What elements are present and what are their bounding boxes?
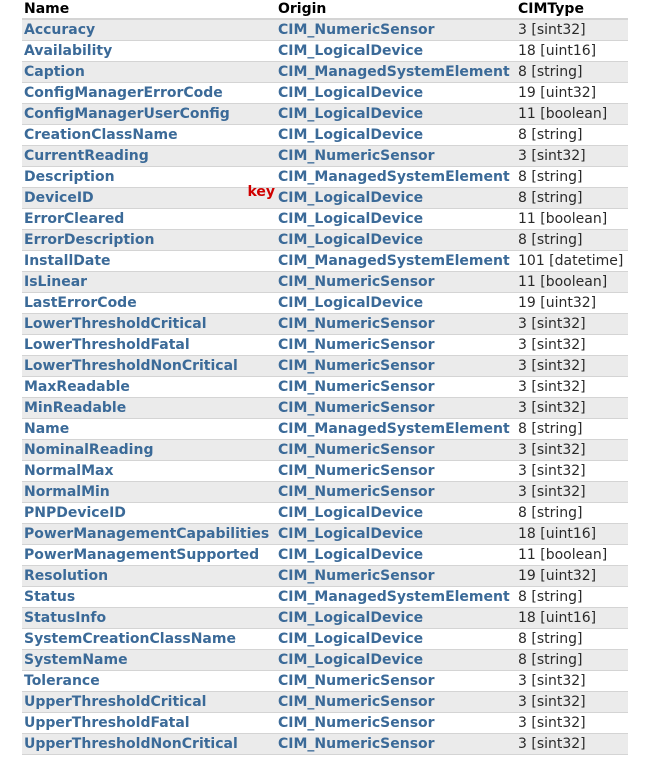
table-header-row [22,0,628,19]
origin-cell [276,41,516,62]
property-name-link[interactable]: ConfigManagerUserConfig [24,106,230,122]
name-cell [22,524,272,545]
cimtype-value: 19 [uint32] [518,295,597,311]
table-row [22,104,628,125]
cimtype-cell [516,503,628,524]
name-cell [22,713,272,734]
property-name-link[interactable]: Name [24,421,70,437]
origin-class-link[interactable]: CIM_LogicalDevice [278,232,424,248]
property-name-link[interactable]: PowerManagementSupported [24,547,260,563]
origin-class-link[interactable]: CIM_NumericSensor [278,568,435,584]
table-row [22,125,628,146]
name-cell [22,734,272,755]
property-name-link[interactable]: MaxReadable [24,379,130,395]
table-row [22,377,628,398]
name-cell [22,83,272,104]
cimtype-value: 8 [string] [518,421,583,437]
key-cell [272,356,276,377]
origin-class-link[interactable]: CIM_ManagedSystemElement [278,169,510,185]
cimtype-value: 3 [sint32] [518,715,586,731]
key-cell [272,251,276,272]
key-cell [272,377,276,398]
key-cell [272,314,276,335]
cimtype-cell [516,545,628,566]
cimtype-value: 3 [sint32] [518,484,586,500]
key-cell [272,692,276,713]
origin-cell [276,251,516,272]
table-row [22,440,628,461]
property-name-link[interactable]: Status [24,589,76,605]
cimtype-cell [516,398,628,419]
name-cell [22,503,272,524]
cimtype-value: 3 [sint32] [518,22,586,38]
origin-class-link[interactable]: CIM_LogicalDevice [278,127,424,143]
key-cell [272,83,276,104]
origin-cell [276,692,516,713]
origin-cell [276,188,516,209]
key-cell [247,184,276,209]
cimtype-value: 3 [sint32] [518,736,586,752]
key-cell [272,272,276,293]
origin-cell [276,146,516,167]
cimtype-cell [516,629,628,650]
table-row [22,545,628,566]
origin-cell [276,629,516,650]
origin-class-link[interactable]: CIM_NumericSensor [278,736,435,752]
cimtype-cell [516,713,628,734]
cimtype-cell [516,293,628,314]
key-cell [272,125,276,146]
property-name-link[interactable]: MinReadable [24,400,127,416]
name-cell [22,671,272,692]
table-row [22,671,628,692]
name-cell [22,335,272,356]
origin-class-link[interactable]: CIM_LogicalDevice [278,295,424,311]
key-cell [272,461,276,482]
key-cell [272,293,276,314]
table-row [22,461,628,482]
origin-cell [276,671,516,692]
origin-cell [276,230,516,251]
key-cell [272,566,276,587]
key-cell [272,503,276,524]
table-row [22,629,628,650]
key-cell [272,524,276,545]
name-cell [22,629,272,650]
name-cell [22,440,272,461]
cimtype-cell [516,19,628,41]
origin-class-link[interactable]: CIM_NumericSensor [278,400,435,416]
origin-class-link[interactable]: CIM_NumericSensor [278,358,435,374]
cimtype-cell [516,83,628,104]
key-cell [272,146,276,167]
cimtype-value: 3 [sint32] [518,673,586,689]
property-name-link[interactable]: NormalMin [24,484,110,500]
origin-cell [276,209,516,230]
origin-class-link[interactable]: CIM_NumericSensor [278,463,435,479]
name-cell [22,230,272,251]
origin-cell [276,335,516,356]
origin-cell [276,482,516,503]
cimtype-value: 3 [sint32] [518,400,586,416]
origin-class-link[interactable]: CIM_LogicalDevice [278,190,424,206]
name-cell [22,419,272,440]
table-row [22,398,628,419]
cimtype-value: 11 [boolean] [518,274,608,290]
cimtype-value: 8 [string] [518,652,583,668]
column-header-origin: Origin [276,0,516,19]
origin-cell [276,125,516,146]
key-cell [272,419,276,440]
origin-class-link[interactable]: CIM_NumericSensor [278,337,435,353]
origin-class-link[interactable]: CIM_ManagedSystemElement [278,64,510,80]
origin-class-link[interactable]: CIM_LogicalDevice [278,211,424,227]
table-row [22,587,628,608]
cimtype-value: 8 [string] [518,589,583,605]
table-row [22,230,628,251]
name-cell [22,377,272,398]
table-row [22,293,628,314]
key-cell [272,482,276,503]
table-row [22,566,628,587]
origin-cell [276,377,516,398]
origin-class-link[interactable]: CIM_NumericSensor [278,673,435,689]
origin-class-link[interactable]: CIM_ManagedSystemElement [278,589,510,605]
cimtype-cell [516,125,628,146]
table-row [22,734,628,755]
cimtype-cell [516,251,628,272]
origin-cell [276,272,516,293]
origin-cell [276,356,516,377]
cimtype-cell [516,167,628,188]
table-row [22,335,628,356]
property-name-link[interactable]: InstallDate [24,253,111,269]
property-name-link[interactable]: Description [24,169,115,185]
key-cell [272,587,276,608]
origin-class-link[interactable]: CIM_NumericSensor [278,274,435,290]
origin-class-link[interactable]: CIM_NumericSensor [278,694,435,710]
table-row [22,83,628,104]
property-name-link[interactable]: ConfigManagerErrorCode [24,85,223,101]
property-name-link[interactable]: Tolerance [24,673,100,689]
key-cell [272,19,276,41]
origin-cell [276,398,516,419]
cimtype-cell [516,461,628,482]
name-cell [22,356,272,377]
table-row [22,19,628,41]
name-cell [22,272,272,293]
origin-class-link[interactable]: CIM_ManagedSystemElement [278,421,510,437]
name-cell [22,62,272,83]
cimtype-cell [516,482,628,503]
cimtype-value: 3 [sint32] [518,379,586,395]
table-row [22,188,628,209]
origin-cell [276,461,516,482]
key-cell [272,398,276,419]
name-cell [22,188,272,209]
table-row [22,524,628,545]
origin-cell [276,62,516,83]
property-name-link[interactable]: Availability [24,43,113,59]
cimtype-value: 8 [string] [518,631,583,647]
table-row [22,62,628,83]
cimtype-value: 8 [string] [518,64,583,80]
property-name-link[interactable]: LastErrorCode [24,295,137,311]
column-header-cimtype: CIMType [516,0,628,19]
cimtype-cell [516,692,628,713]
name-cell [22,125,272,146]
name-cell [22,545,272,566]
cimtype-value: 8 [string] [518,127,583,143]
origin-class-link[interactable]: CIM_NumericSensor [278,442,435,458]
origin-class-link[interactable]: CIM_LogicalDevice [278,631,424,647]
origin-cell [276,503,516,524]
name-cell [22,650,272,671]
properties-table [22,0,628,755]
origin-class-link[interactable]: CIM_NumericSensor [278,379,435,395]
cimtype-cell [516,230,628,251]
origin-class-link[interactable]: CIM_LogicalDevice [278,547,424,563]
cimtype-cell [516,587,628,608]
property-name-link[interactable]: ErrorCleared [24,211,125,227]
cimtype-cell [516,608,628,629]
name-cell [22,566,272,587]
name-cell [22,209,272,230]
table-row [22,314,628,335]
origin-cell [276,83,516,104]
origin-cell [276,566,516,587]
key-cell [272,608,276,629]
property-name-link[interactable]: LowerThresholdCritical [24,316,207,332]
name-cell [22,251,272,272]
cimtype-value: 3 [sint32] [518,337,586,353]
origin-class-link[interactable]: CIM_LogicalDevice [278,505,424,521]
name-cell [22,398,272,419]
name-cell [22,41,272,62]
origin-class-link[interactable]: CIM_NumericSensor [278,715,435,731]
property-name-link[interactable]: UpperThresholdNonCritical [24,736,238,752]
cimtype-cell [516,440,628,461]
key-cell [272,629,276,650]
origin-cell [276,104,516,125]
property-name-link[interactable]: Resolution [24,568,109,584]
key-cell [272,230,276,251]
name-cell [22,314,272,335]
origin-cell [276,734,516,755]
cimtype-cell [516,671,628,692]
table-row [22,608,628,629]
cimtype-cell [516,146,628,167]
cimtype-cell [516,104,628,125]
key-cell [272,209,276,230]
property-name-link[interactable]: UpperThresholdFatal [24,715,190,731]
property-name-link[interactable]: CurrentReading [24,148,149,164]
property-name-link[interactable]: IsLinear [24,274,88,290]
cimtype-cell [516,41,628,62]
property-name-link[interactable]: Caption [24,64,85,80]
cimtype-value: 8 [string] [518,190,583,206]
table-row [22,419,628,440]
table-row [22,41,628,62]
cimtype-value: 3 [sint32] [518,316,586,332]
table-row [22,272,628,293]
table-row [22,356,628,377]
cimtype-cell [516,734,628,755]
origin-cell [276,19,516,41]
key-cell [272,62,276,83]
property-name-link[interactable]: Accuracy [24,22,96,38]
name-cell [22,104,272,125]
name-cell [22,19,272,41]
table-body [22,19,628,755]
property-name-link[interactable]: SystemCreationClassName [24,631,236,647]
origin-class-link[interactable]: CIM_NumericSensor [278,316,435,332]
origin-class-link[interactable]: CIM_NumericSensor [278,148,435,164]
cimtype-cell [516,356,628,377]
table-row [22,209,628,230]
origin-cell [276,167,516,188]
origin-class-link[interactable]: CIM_LogicalDevice [278,526,424,542]
origin-class-link[interactable]: CIM_NumericSensor [278,22,435,38]
cimtype-cell [516,650,628,671]
table-row [22,251,628,272]
column-header-name: Name [22,0,272,19]
cimtype-value: 8 [string] [518,505,583,521]
cimtype-value: 18 [uint16] [518,43,597,59]
cimtype-value: 8 [string] [518,169,583,185]
origin-cell [276,587,516,608]
cimtype-cell [516,335,628,356]
origin-class-link[interactable]: CIM_LogicalDevice [278,610,424,626]
origin-cell [276,713,516,734]
name-cell [22,167,272,188]
name-cell [22,608,272,629]
cimtype-value: 3 [sint32] [518,358,586,374]
cimtype-value: 3 [sint32] [518,148,586,164]
origin-cell [276,608,516,629]
name-cell [22,293,272,314]
cimtype-cell [516,566,628,587]
cimtype-cell [516,524,628,545]
table-row [22,692,628,713]
origin-class-link[interactable]: CIM_ManagedSystemElement [278,253,510,269]
cimtype-value: 19 [uint32] [518,85,597,101]
key-cell [272,335,276,356]
cimtype-value: 11 [boolean] [518,547,608,563]
cimtype-value: 101 [datetime] [518,253,624,269]
origin-cell [276,419,516,440]
key-flag: key [247,184,275,200]
cimtype-value: 3 [sint32] [518,694,586,710]
table-row [22,167,628,188]
property-name-link[interactable]: PowerManagementCapabilities [24,526,270,542]
table-row [22,146,628,167]
cimtype-value: 8 [string] [518,232,583,248]
cimtype-cell [516,272,628,293]
name-cell [22,587,272,608]
cimtype-value: 3 [sint32] [518,442,586,458]
cimtype-cell [516,419,628,440]
origin-class-link[interactable]: CIM_NumericSensor [278,484,435,500]
cimtype-value: 11 [boolean] [518,211,608,227]
property-name-link[interactable]: SystemName [24,652,128,668]
name-cell [22,461,272,482]
origin-class-link[interactable]: CIM_LogicalDevice [278,652,424,668]
cimtype-value: 19 [uint32] [518,568,597,584]
table-row [22,503,628,524]
cimtype-cell [516,209,628,230]
cimtype-cell [516,62,628,83]
key-cell [272,440,276,461]
origin-cell [276,293,516,314]
property-name-link[interactable]: LowerThresholdNonCritical [24,358,238,374]
key-cell [272,671,276,692]
cimtype-cell [516,377,628,398]
origin-class-link[interactable]: CIM_LogicalDevice [278,106,424,122]
property-name-link[interactable]: NominalReading [24,442,154,458]
origin-cell [276,524,516,545]
property-name-link[interactable]: UpperThresholdCritical [24,694,207,710]
key-cell [272,650,276,671]
property-name-link[interactable]: DeviceID [24,190,94,206]
origin-class-link[interactable]: CIM_LogicalDevice [278,85,424,101]
key-cell [272,713,276,734]
table-row [22,650,628,671]
table-row [22,713,628,734]
name-cell [22,146,272,167]
name-cell [22,692,272,713]
cimtype-value: 11 [boolean] [518,106,608,122]
origin-cell [276,440,516,461]
name-cell [22,482,272,503]
origin-cell [276,314,516,335]
key-cell [272,734,276,755]
table-row [22,482,628,503]
property-name-link[interactable]: ErrorDescription [24,232,155,248]
origin-class-link[interactable]: CIM_LogicalDevice [278,43,424,59]
cimtype-cell [516,314,628,335]
property-name-link[interactable]: PNPDeviceID [24,505,126,521]
origin-cell [276,545,516,566]
property-name-link[interactable]: LowerThresholdFatal [24,337,190,353]
key-cell [272,41,276,62]
property-name-link[interactable]: CreationClassName [24,127,178,143]
property-name-link[interactable]: NormalMax [24,463,114,479]
origin-cell [276,650,516,671]
key-cell [272,104,276,125]
cimtype-value: 18 [uint16] [518,610,597,626]
property-name-link[interactable]: StatusInfo [24,610,107,626]
key-cell [272,545,276,566]
cimtype-value: 18 [uint16] [518,526,597,542]
cimtype-cell [516,188,628,209]
cimtype-value: 3 [sint32] [518,463,586,479]
